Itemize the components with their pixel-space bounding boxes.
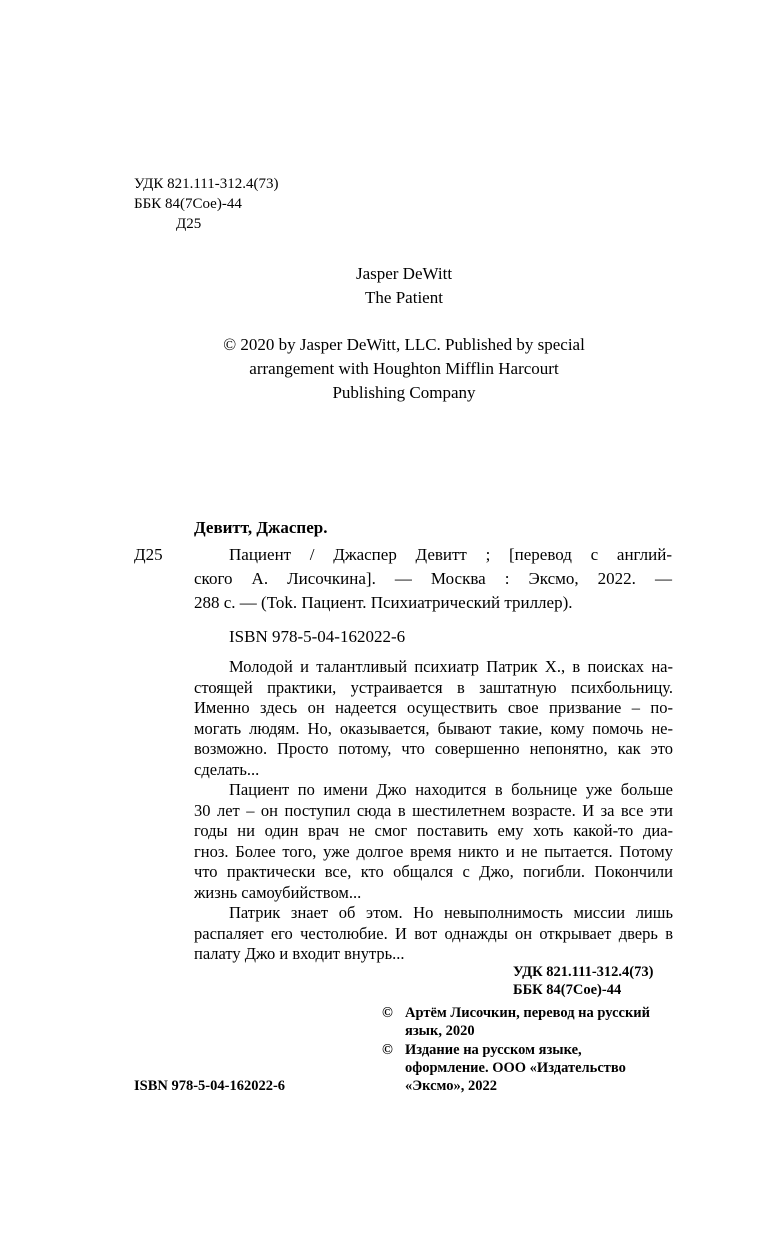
udk-code: УДК 821.111-312.4(73)	[134, 176, 279, 192]
catalog-isbn: ISBN 978-5-04-162022-6	[229, 627, 406, 646]
catalog-author-heading: Девитт, Джаспер.	[194, 518, 328, 537]
copyright-translation-line-1: Артём Лисочкин, перевод на русский	[405, 1005, 651, 1021]
annotation-p3-line-3: палату Джо и входит внутрь...	[194, 944, 405, 963]
footer-udk-code: УДК 821.111-312.4(73)	[513, 964, 654, 980]
annotation-p2-line-1: Пациент по имени Джо находится в больнице уже больше	[229, 780, 673, 799]
original-copyright-line-1: © 2020 by Jasper DeWitt, LLC. Published by special	[223, 335, 585, 354]
catalog-description-line-3: 288 с. — (Tok. Пациент. Психиатрический триллер).	[194, 593, 573, 612]
annotation-p1-line-6: сделать...	[194, 759, 260, 779]
annotation-p3-line-1: Патрик знает об этом. Но невыполнимость миссии лишь	[229, 903, 673, 922]
copyright-translation-line-2: язык, 2020	[405, 1023, 475, 1039]
annotation-p1-line-3: Именно здесь он надеется осуществить свое призвание – по-	[194, 698, 673, 717]
annotation-p3-line-2: распаляет его честолюбие. И вот однажды он открывает дверь в	[194, 923, 673, 943]
original-copyright-line-3: Publishing Company	[332, 383, 476, 402]
catalog-code: Д25	[134, 545, 163, 564]
annotation-p2-line-3: годы ни один врач не смог поставить ему хоть какой-то диа-	[194, 821, 673, 840]
catalog-description-line-1: Пациент / Джаспер Девитт ; [перевод с англий-	[229, 545, 672, 564]
annotation-p2-line-2: 30 лет – он поступил сюда в шестилетнем возрасте. И за все эти	[194, 800, 673, 820]
footer-isbn: ISBN 978-5-04-162022-6	[134, 1078, 286, 1094]
bbk-code: ББК 84(7Сое)-44	[134, 196, 242, 212]
original-author: Jasper DeWitt	[355, 264, 453, 283]
original-title: The Patient	[365, 288, 443, 307]
annotation-p1-line-2: стоящей практики, устраивается в заштатную психбольницу.	[194, 677, 673, 697]
annotation-p1-line-5: возможно. Просто потому, что совершенно непонятно, как это	[194, 739, 673, 758]
annotation-p2-line-6: жизнь самоубийством...	[194, 882, 362, 902]
catalog-description-line-2: ского А. Лисочкина]. — Москва : Эксмо, 2022. —	[194, 569, 672, 588]
footer-bbk-code: ББК 84(7Сое)-44	[513, 982, 622, 998]
annotation-p2-line-4: гноз. Более того, уже долгое время никто и не пытается. Потому	[194, 841, 673, 861]
author-sign-code: Д25	[176, 216, 202, 232]
annotation-p1-line-1: Молодой и талантливый психиатр Патрик Х., в поисках на-	[229, 657, 673, 676]
copyright-symbol-edition: ©	[382, 1042, 393, 1058]
copyright-edition-line-1: Издание на русском языке,	[405, 1042, 582, 1058]
annotation-p2-line-5: что практически все, кто общался с Джо, погибли. Покончили	[194, 862, 673, 881]
copyright-edition-line-2: оформление. ООО «Издательство	[405, 1060, 626, 1076]
copyright-symbol-translation: ©	[382, 1005, 393, 1021]
annotation-p1-line-4: могать людям. Но, оказывается, бывают такие, кому помочь не-	[194, 718, 673, 738]
copyright-edition-line-3: «Эксмо», 2022	[405, 1078, 497, 1094]
original-copyright-line-2: arrangement with Houghton Mifflin Harcourt	[249, 359, 559, 378]
